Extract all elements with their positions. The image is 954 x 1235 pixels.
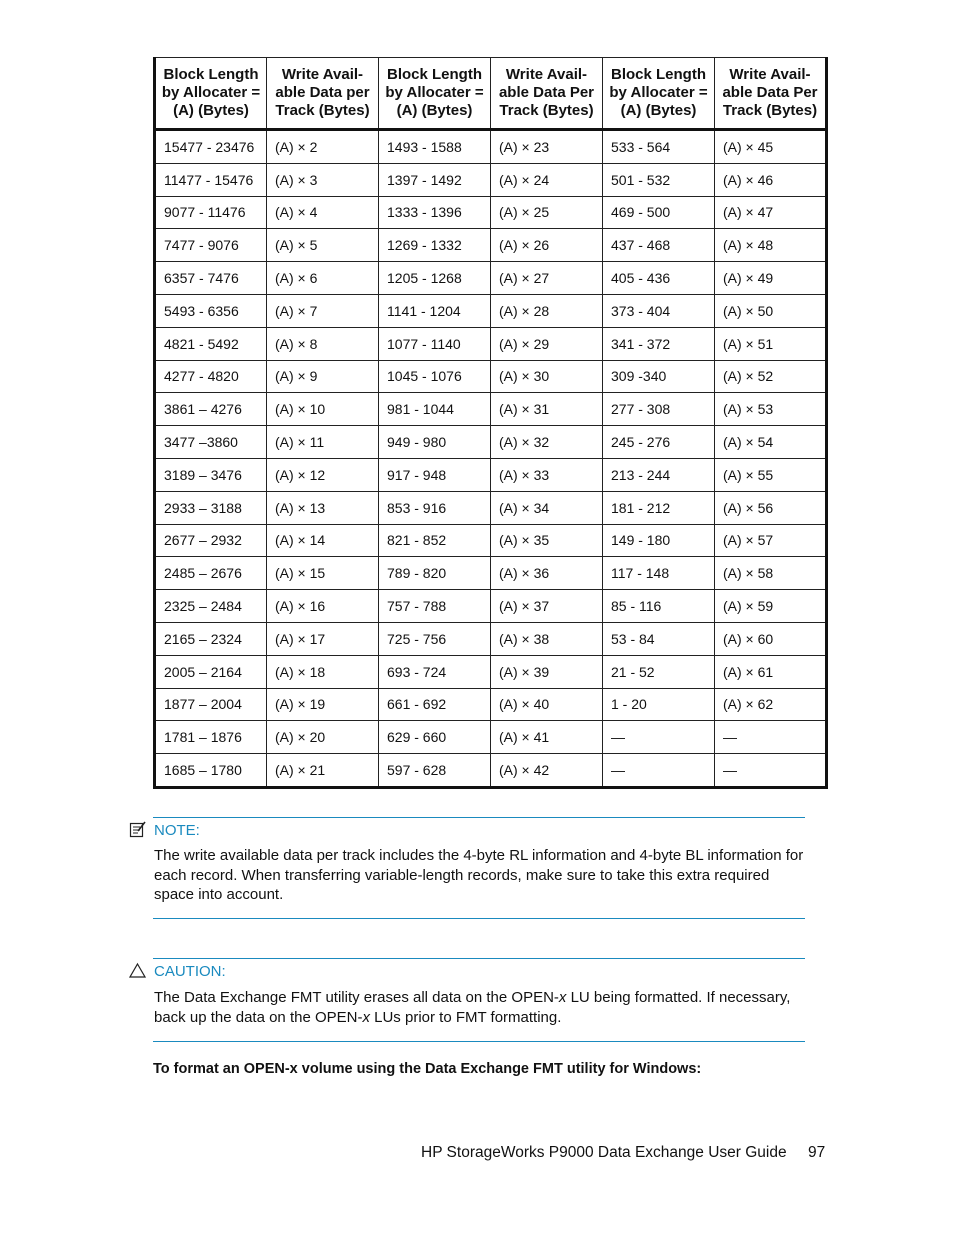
block-length-cell: 3861 – 4276 <box>155 393 267 426</box>
block-length-cell: 7477 - 9076 <box>155 229 267 262</box>
write-available-cell: (A) × 29 <box>491 327 603 360</box>
table-row <box>155 130 827 164</box>
table-body <box>155 130 827 788</box>
block-length-cell: 1045 - 1076 <box>379 360 491 393</box>
write-available-cell: (A) × 18 <box>267 655 379 688</box>
write-available-cell: (A) × 30 <box>491 360 603 393</box>
block-length-cell: 149 - 180 <box>603 524 715 557</box>
table-row <box>155 524 827 557</box>
write-available-cell: (A) × 28 <box>491 294 603 327</box>
write-available-cell: (A) × 42 <box>491 754 603 788</box>
write-available-cell: (A) × 23 <box>491 130 603 164</box>
write-available-cell: (A) × 53 <box>715 393 827 426</box>
note-box <box>153 817 805 919</box>
block-length-cell: 11477 - 15476 <box>155 163 267 196</box>
write-available-cell: (A) × 45 <box>715 130 827 164</box>
header-block-length-1: Block Length by Allocater = (A) (Bytes) <box>155 58 267 130</box>
write-available-cell: (A) × 57 <box>715 524 827 557</box>
block-length-cell: 4821 - 5492 <box>155 327 267 360</box>
table-row <box>155 721 827 754</box>
block-length-cell: 1397 - 1492 <box>379 163 491 196</box>
block-length-cell: 277 - 308 <box>603 393 715 426</box>
write-available-cell: (A) × 17 <box>267 622 379 655</box>
table-row <box>155 163 827 196</box>
block-length-cell: 789 - 820 <box>379 557 491 590</box>
block-length-cell: 3189 – 3476 <box>155 458 267 491</box>
block-length-cell: 9077 - 11476 <box>155 196 267 229</box>
write-available-cell: (A) × 16 <box>267 590 379 623</box>
write-available-cell: (A) × 62 <box>715 688 827 721</box>
write-available-cell: (A) × 20 <box>267 721 379 754</box>
write-available-cell: (A) × 27 <box>491 262 603 295</box>
write-available-data-table <box>153 57 828 789</box>
write-available-cell: (A) × 55 <box>715 458 827 491</box>
table-row <box>155 557 827 590</box>
write-available-cell: (A) × 21 <box>267 754 379 788</box>
write-available-cell: (A) × 61 <box>715 655 827 688</box>
table-row <box>155 294 827 327</box>
block-length-cell: 1141 - 1204 <box>379 294 491 327</box>
write-available-cell: (A) × 34 <box>491 491 603 524</box>
table-row <box>155 491 827 524</box>
write-available-cell: — <box>715 754 827 788</box>
write-available-cell: (A) × 60 <box>715 622 827 655</box>
block-length-cell: 501 - 532 <box>603 163 715 196</box>
write-available-cell: (A) × 54 <box>715 426 827 459</box>
caution-text <box>154 988 804 1027</box>
table-row <box>155 426 827 459</box>
table-row <box>155 360 827 393</box>
block-length-cell: 1077 - 1140 <box>379 327 491 360</box>
procedure-heading: To format an OPEN-x volume using the Data Exchange FMT utility for Windows: <box>153 1061 702 1077</box>
write-available-cell: (A) × 26 <box>491 229 603 262</box>
block-length-cell: 917 - 948 <box>379 458 491 491</box>
block-length-cell: 1 - 20 <box>603 688 715 721</box>
block-length-cell: 469 - 500 <box>603 196 715 229</box>
note-text: The write available data per track includes the 4-byte RL information and 4-byte BL information for each record. When transferring variable-length records, make sure to take this extra required space into account. <box>154 847 804 903</box>
block-length-cell: 1205 - 1268 <box>379 262 491 295</box>
table-header-row <box>155 58 827 130</box>
caution-text-part-2: LU being formatted. If necessary, back up the data on the OPEN- <box>154 989 791 1026</box>
write-available-cell: (A) × 56 <box>715 491 827 524</box>
write-available-cell: — <box>715 721 827 754</box>
header-block-length-2: Block Length by Allocater = (A) (Bytes) <box>379 58 491 130</box>
block-length-cell: 2485 – 2676 <box>155 557 267 590</box>
write-available-cell: (A) × 14 <box>267 524 379 557</box>
table-row <box>155 590 827 623</box>
write-available-cell: (A) × 2 <box>267 130 379 164</box>
table-row <box>155 622 827 655</box>
block-length-cell: 1269 - 1332 <box>379 229 491 262</box>
caution-var-x-2: x <box>362 1008 370 1026</box>
block-length-cell: 85 - 116 <box>603 590 715 623</box>
write-available-cell: (A) × 40 <box>491 688 603 721</box>
block-length-cell: 533 - 564 <box>603 130 715 164</box>
header-block-length-3: Block Length by Allocater = (A) (Bytes) <box>603 58 715 130</box>
table-row <box>155 327 827 360</box>
write-available-cell: (A) × 36 <box>491 557 603 590</box>
write-available-cell: (A) × 37 <box>491 590 603 623</box>
block-length-cell: 2933 – 3188 <box>155 491 267 524</box>
block-length-cell: 661 - 692 <box>379 688 491 721</box>
block-length-cell: 15477 - 23476 <box>155 130 267 164</box>
write-available-cell: (A) × 59 <box>715 590 827 623</box>
block-length-cell: 949 - 980 <box>379 426 491 459</box>
table-row <box>155 196 827 229</box>
block-length-cell: 2165 – 2324 <box>155 622 267 655</box>
block-length-cell: 53 - 84 <box>603 622 715 655</box>
write-available-cell: (A) × 47 <box>715 196 827 229</box>
block-length-cell: 3477 –3860 <box>155 426 267 459</box>
write-available-cell: (A) × 15 <box>267 557 379 590</box>
write-available-cell: (A) × 50 <box>715 294 827 327</box>
block-length-cell: 405 - 436 <box>603 262 715 295</box>
write-available-cell: (A) × 5 <box>267 229 379 262</box>
warning-triangle-icon <box>129 962 146 979</box>
table-row <box>155 262 827 295</box>
header-write-available-3: Write Avail-able Data Per Track (Bytes) <box>715 58 827 130</box>
write-available-cell: (A) × 11 <box>267 426 379 459</box>
block-length-cell: 373 - 404 <box>603 294 715 327</box>
write-available-cell: (A) × 10 <box>267 393 379 426</box>
write-available-cell: (A) × 12 <box>267 458 379 491</box>
block-length-cell: 821 - 852 <box>379 524 491 557</box>
block-length-cell: 2677 – 2932 <box>155 524 267 557</box>
write-available-cell: (A) × 58 <box>715 557 827 590</box>
block-length-cell: 1781 – 1876 <box>155 721 267 754</box>
block-length-cell: 981 - 1044 <box>379 393 491 426</box>
block-length-cell: 341 - 372 <box>603 327 715 360</box>
write-available-cell: (A) × 41 <box>491 721 603 754</box>
caution-box <box>153 958 805 1042</box>
caution-label: CAUTION: <box>154 963 226 980</box>
write-available-cell: (A) × 48 <box>715 229 827 262</box>
write-available-cell: (A) × 46 <box>715 163 827 196</box>
write-available-cell: (A) × 52 <box>715 360 827 393</box>
block-length-cell: 725 - 756 <box>379 622 491 655</box>
table-row <box>155 458 827 491</box>
footer-title: HP StorageWorks P9000 Data Exchange User Guide <box>421 1144 787 1161</box>
write-available-cell: (A) × 38 <box>491 622 603 655</box>
block-length-cell: 853 - 916 <box>379 491 491 524</box>
block-length-cell: 693 - 724 <box>379 655 491 688</box>
block-length-cell: 597 - 628 <box>379 754 491 788</box>
write-available-cell: (A) × 3 <box>267 163 379 196</box>
write-available-cell: (A) × 49 <box>715 262 827 295</box>
block-length-cell: 2005 – 2164 <box>155 655 267 688</box>
caution-var-x-1: x <box>558 989 567 1006</box>
block-length-cell: 1685 – 1780 <box>155 754 267 788</box>
block-length-cell: — <box>603 721 715 754</box>
write-available-cell: (A) × 33 <box>491 458 603 491</box>
write-available-cell: (A) × 35 <box>491 524 603 557</box>
write-available-cell: (A) × 6 <box>267 262 379 295</box>
block-length-cell: 117 - 148 <box>603 557 715 590</box>
write-available-cell: (A) × 32 <box>491 426 603 459</box>
caution-text-part-1: The Data Exchange FMT utility erases all data on the OPEN- <box>154 989 559 1006</box>
format-table-container <box>153 57 828 789</box>
block-length-cell: 181 - 212 <box>603 491 715 524</box>
note-icon <box>129 821 146 838</box>
write-available-cell: (A) × 13 <box>267 491 379 524</box>
header-write-available-1: Write Avail-able Data per Track (Bytes) <box>267 58 379 130</box>
table-row <box>155 229 827 262</box>
header-write-available-2: Write Avail-able Data Per Track (Bytes) <box>491 58 603 130</box>
write-available-cell: (A) × 8 <box>267 327 379 360</box>
block-length-cell: — <box>603 754 715 788</box>
write-available-cell: (A) × 4 <box>267 196 379 229</box>
table-row <box>155 655 827 688</box>
note-label: NOTE: <box>154 822 200 839</box>
block-length-cell: 629 - 660 <box>379 721 491 754</box>
write-available-cell: (A) × 31 <box>491 393 603 426</box>
write-available-cell: (A) × 9 <box>267 360 379 393</box>
caution-text-part-3: LUs prior to FMT formatting. <box>369 1008 562 1026</box>
table-row <box>155 393 827 426</box>
block-length-cell: 1333 - 1396 <box>379 196 491 229</box>
block-length-cell: 309 -340 <box>603 360 715 393</box>
write-available-cell: (A) × 7 <box>267 294 379 327</box>
write-available-cell: (A) × 39 <box>491 655 603 688</box>
write-available-cell: (A) × 51 <box>715 327 827 360</box>
block-length-cell: 1493 - 1588 <box>379 130 491 164</box>
block-length-cell: 245 - 276 <box>603 426 715 459</box>
block-length-cell: 757 - 788 <box>379 590 491 623</box>
write-available-cell: (A) × 25 <box>491 196 603 229</box>
block-length-cell: 4277 - 4820 <box>155 360 267 393</box>
block-length-cell: 437 - 468 <box>603 229 715 262</box>
write-available-cell: (A) × 24 <box>491 163 603 196</box>
block-length-cell: 21 - 52 <box>603 655 715 688</box>
block-length-cell: 6357 - 7476 <box>155 262 267 295</box>
block-length-cell: 5493 - 6356 <box>155 294 267 327</box>
block-length-cell: 2325 – 2484 <box>155 590 267 623</box>
block-length-cell: 1877 – 2004 <box>155 688 267 721</box>
block-length-cell: 213 - 244 <box>603 458 715 491</box>
write-available-cell: (A) × 19 <box>267 688 379 721</box>
page-number: 97 <box>808 1144 826 1161</box>
table-row <box>155 754 827 788</box>
table-row <box>155 688 827 721</box>
